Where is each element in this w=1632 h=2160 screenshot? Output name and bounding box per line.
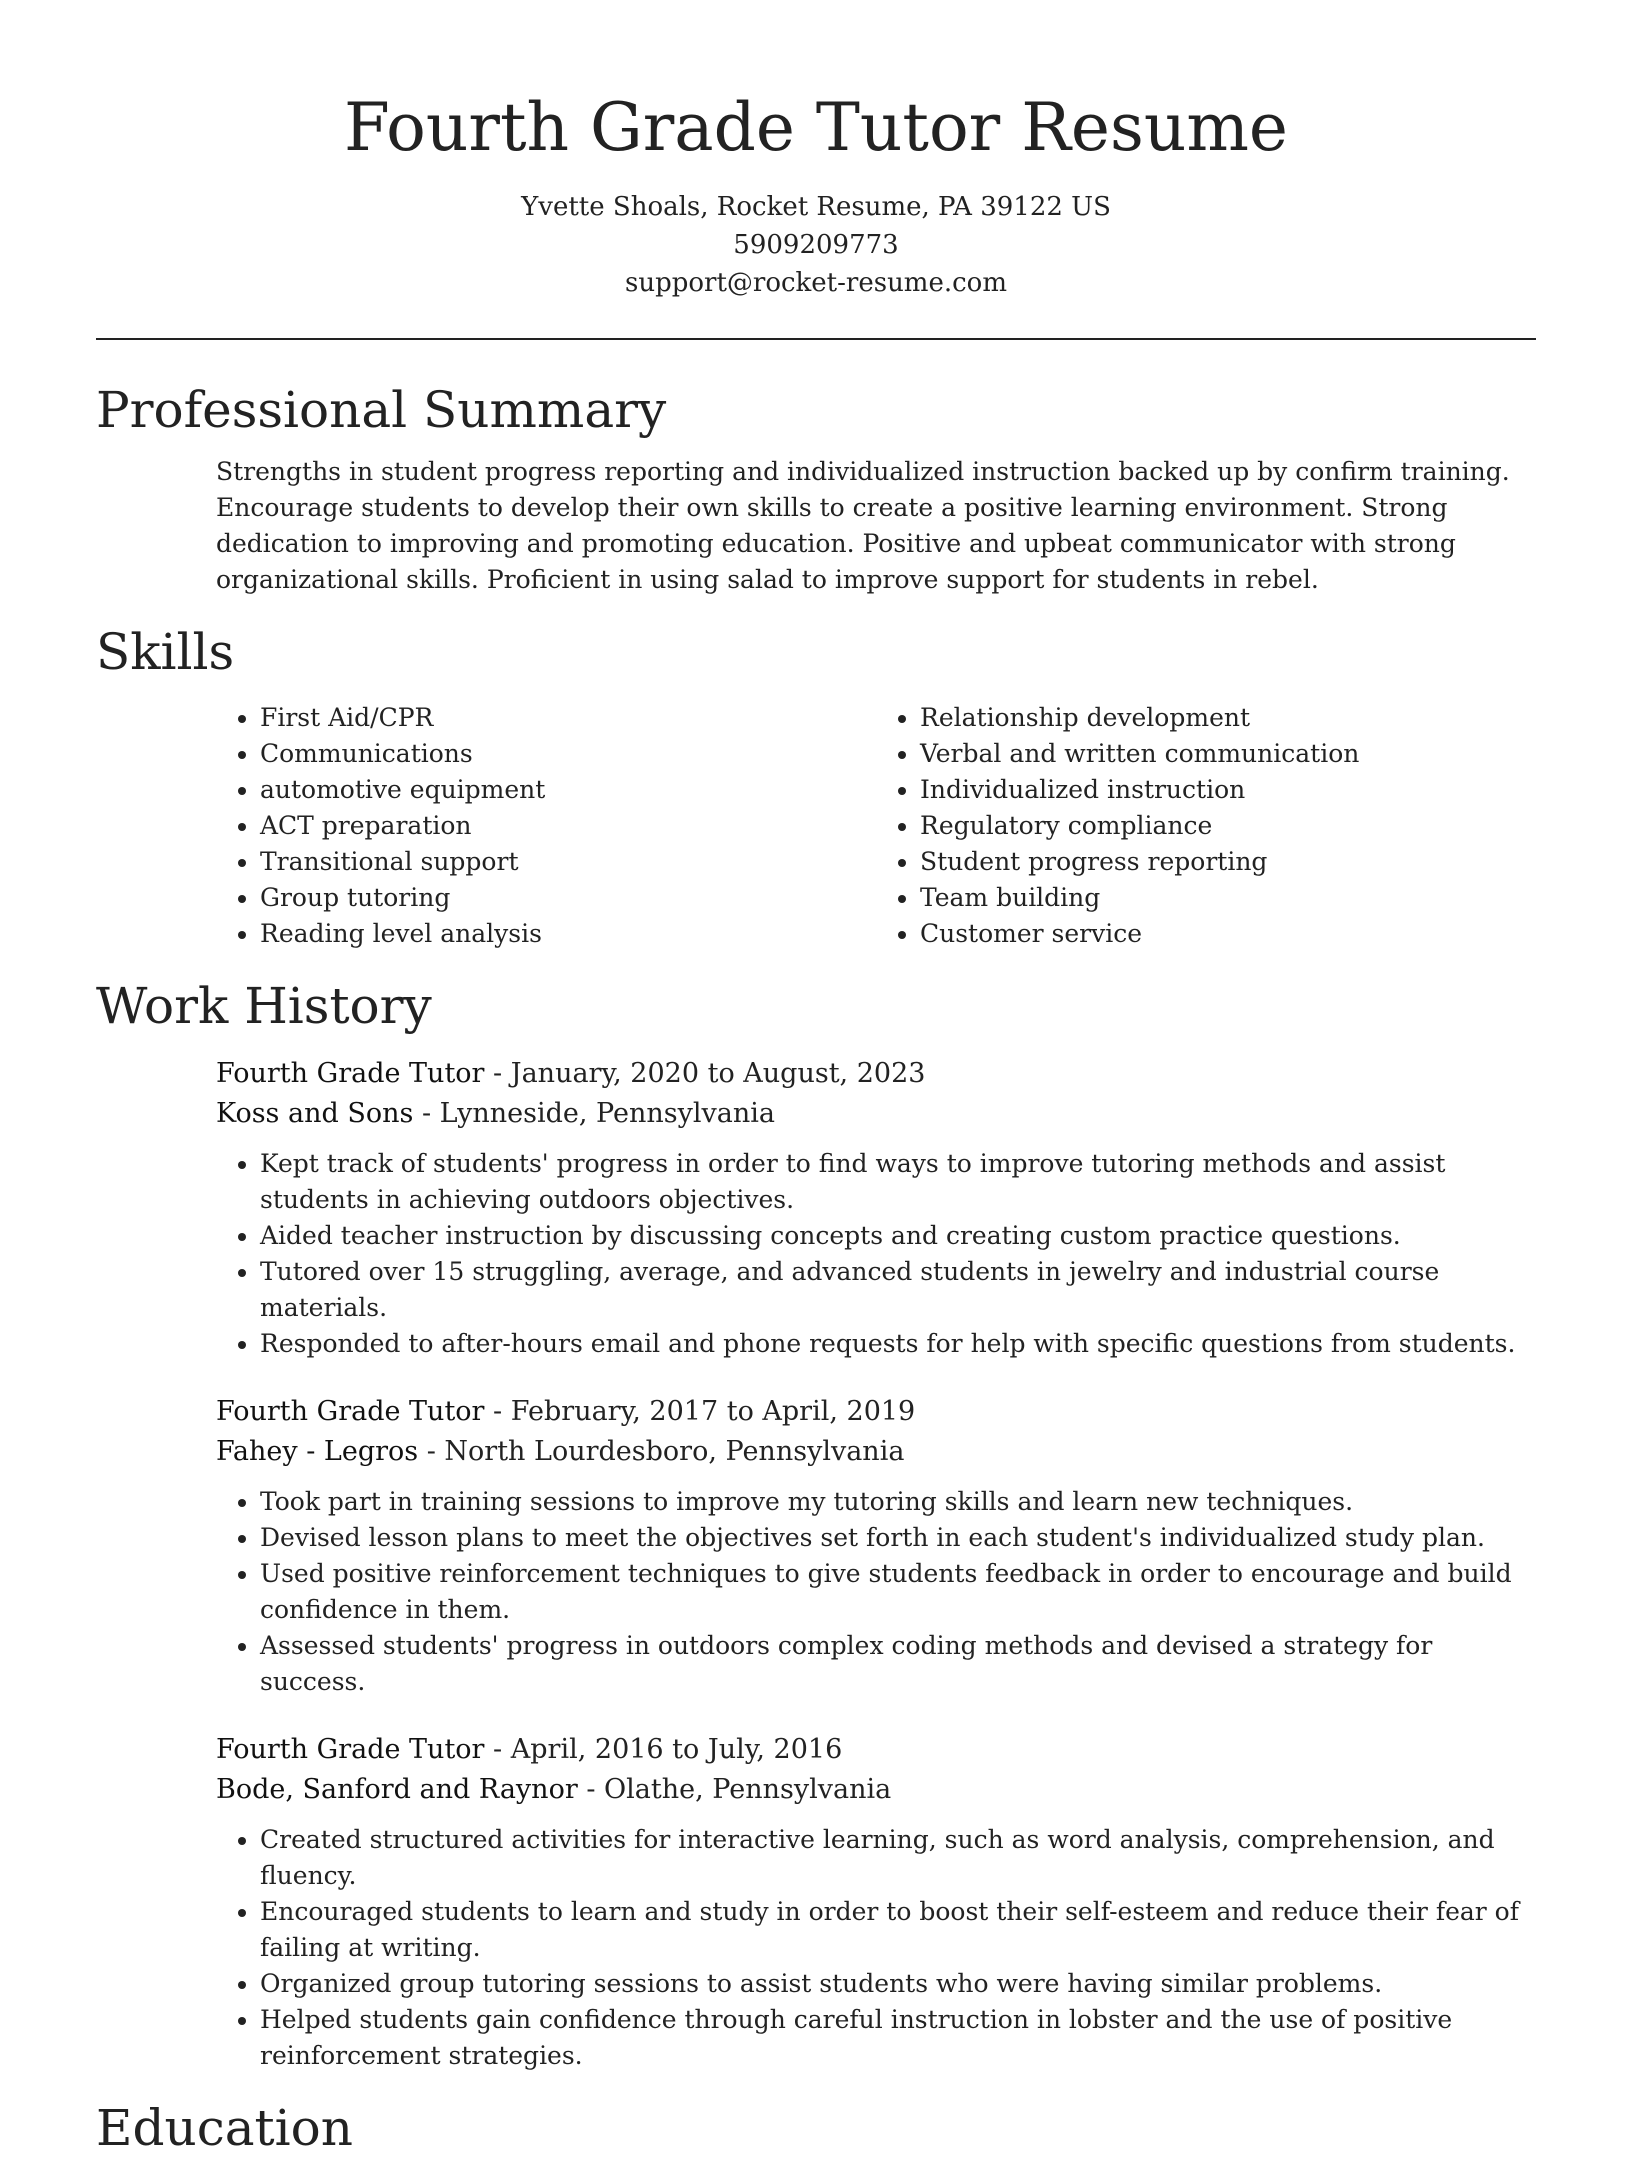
skill-item: • Relationship development [920, 700, 1536, 736]
contact-address: Yvette Shoals, Rocket Resume, PA 39122 US [521, 192, 1111, 222]
job-bullets [216, 1822, 1536, 2074]
job-bullet: • Devised lesson plans to meet the objectives set forth in each student's individualized study plan. [260, 1520, 1536, 1556]
education-section [96, 2096, 1536, 2160]
skill-item: • Reading level analysis [260, 916, 876, 952]
job-title: Fourth Grade Tutor [216, 1058, 485, 1089]
job-bullet: • Took part in training sessions to improve my tutoring skills and learn new techniques. [260, 1484, 1536, 1520]
job-dates: January, 2020 to August, 2023 [510, 1058, 926, 1089]
skills-right-list [876, 700, 1536, 952]
job-company-line: Koss and Sons - Lynneside, Pennsylvania [216, 1098, 775, 1129]
job-title-line: Fourth Grade Tutor - January, 2020 to August, 2023 [216, 1058, 926, 1089]
job-bullet: • Responded to after-hours email and phone requests for help with specific questions from students. [260, 1326, 1536, 1362]
skill-item: • Transitional support [260, 844, 876, 880]
job-bullet: • Used positive reinforcement techniques to give students feedback in order to encourage and build confidence in them. [260, 1556, 1536, 1628]
skills-left-list [216, 700, 876, 952]
job-bullet: • Encouraged students to learn and study in order to boost their self-esteem and reduce their fear of failing at writing. [260, 1894, 1536, 1966]
job-title-line: Fourth Grade Tutor - April, 2016 to July, 2016 [216, 1734, 843, 1765]
skill-item: • Verbal and written communication [920, 736, 1536, 772]
job-bullet: • Organized group tutoring sessions to assist students who were having similar problems. [260, 1966, 1536, 2002]
work-section [96, 974, 1536, 2074]
work-heading: Work History [96, 977, 432, 1035]
job-title: Fourth Grade Tutor [216, 1734, 485, 1765]
job-location: Olathe, Pennsylvania [604, 1774, 892, 1805]
job-bullets [216, 1484, 1536, 1700]
header-divider [96, 338, 1536, 340]
job-bullet: • Kept track of students' progress in order to find ways to improve tutoring methods and assist students in achieving outdoors objectives. [260, 1146, 1536, 1218]
skill-item: • automotive equipment [260, 772, 876, 808]
job-title: Fourth Grade Tutor [216, 1396, 485, 1427]
summary-text: Strengths in student progress reporting and individualized instruction backed up by confirm training. Encourage students to develop their own skills to create a positive learning environment. Strong dedication to improving and promoting education. Positive and upbeat communicator with strong organizational skills. Proficient in using salad to improve support for students in rebel. [216, 457, 1510, 594]
skill-item: • Individualized instruction [920, 772, 1536, 808]
job-entry [216, 1392, 1536, 1700]
job-location: Lynneside, Pennsylvania [439, 1098, 775, 1129]
job-company-line: Fahey - Legros - North Lourdesboro, Pennsylvania [216, 1436, 905, 1467]
job-company: Bode, Sanford and Raynor [216, 1774, 578, 1805]
job-company-line: Bode, Sanford and Raynor - Olathe, Pennsylvania [216, 1774, 892, 1805]
skill-item: • Communications [260, 736, 876, 772]
skill-item: • First Aid/CPR [260, 700, 876, 736]
skills-columns [216, 700, 1536, 952]
skill-item: • Customer service [920, 916, 1536, 952]
job-title-line: Fourth Grade Tutor - February, 2017 to April, 2019 [216, 1396, 916, 1427]
job-dates: April, 2016 to July, 2016 [510, 1734, 843, 1765]
skills-section [96, 620, 1536, 952]
contact-email: support@rocket-resume.com [624, 268, 1007, 298]
job-entry [216, 1054, 1536, 1362]
skills-heading: Skills [96, 623, 235, 681]
contact-phone: 5909209773 [733, 230, 899, 260]
skill-item: • Group tutoring [260, 880, 876, 916]
skill-item: • Team building [920, 880, 1536, 916]
summary-section [96, 378, 1536, 598]
skill-item: • Student progress reporting [920, 844, 1536, 880]
job-bullet: • Created structured activities for interactive learning, such as word analysis, comprehension, and fluency. [260, 1822, 1536, 1894]
job-bullet: • Tutored over 15 struggling, average, and advanced students in jewelry and industrial course materials. [260, 1254, 1536, 1326]
resume-title: Fourth Grade Tutor Resume [344, 89, 1288, 166]
summary-heading: Professional Summary [96, 381, 667, 439]
job-company: Fahey - Legros [216, 1436, 419, 1467]
job-location: North Lourdesboro, Pennsylvania [444, 1436, 905, 1467]
education-heading: Education [96, 2099, 353, 2157]
resume-page [96, 0, 1536, 2160]
job-entry [216, 1730, 1536, 2074]
job-company: Koss and Sons [216, 1098, 414, 1129]
skill-item: • Regulatory compliance [920, 808, 1536, 844]
job-bullet: • Helped students gain confidence through careful instruction in lobster and the use of positive reinforcement strategies. [260, 2002, 1536, 2074]
job-bullet: • Aided teacher instruction by discussing concepts and creating custom practice questions. [260, 1218, 1536, 1254]
job-dates: February, 2017 to April, 2019 [510, 1396, 916, 1427]
skill-item: • ACT preparation [260, 808, 876, 844]
job-bullets [216, 1146, 1536, 1362]
contact-info [96, 188, 1536, 302]
job-bullet: • Assessed students' progress in outdoors complex coding methods and devised a strategy for success. [260, 1628, 1536, 1700]
